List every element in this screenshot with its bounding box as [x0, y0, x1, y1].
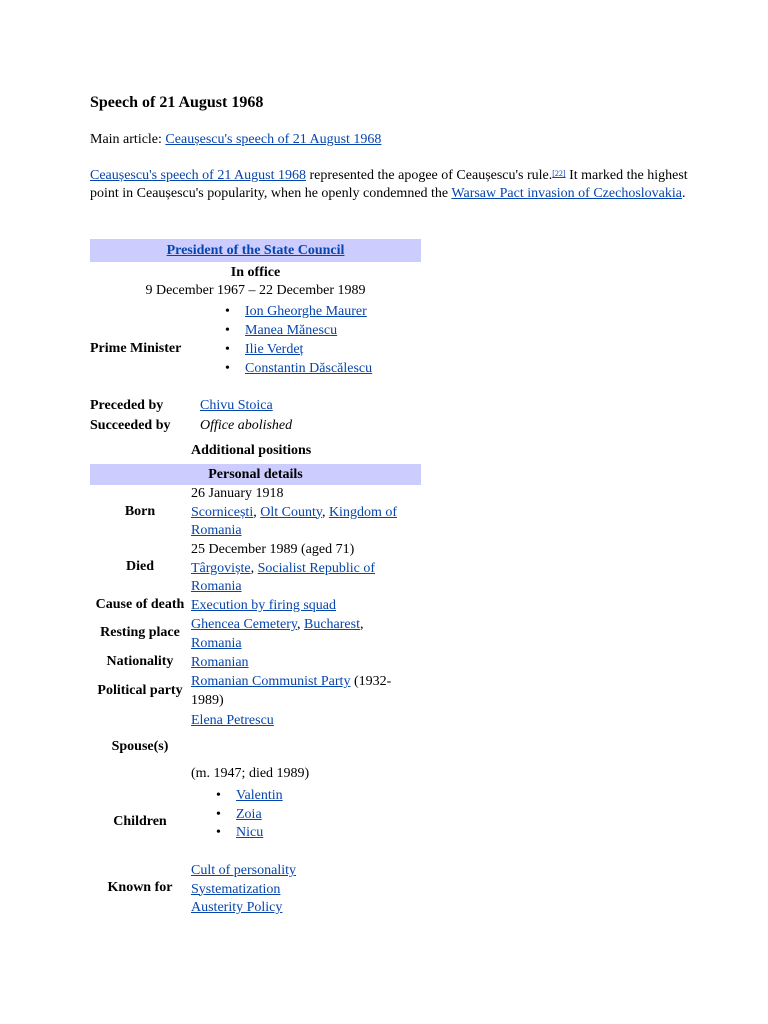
spouse-link[interactable]: Elena Petrescu [191, 713, 274, 728]
resting-place-link[interactable]: Romania [191, 635, 242, 651]
born-value [191, 485, 421, 541]
known-for-link[interactable]: Austerity Policy [191, 900, 283, 915]
born-label: Born [124, 504, 156, 519]
resting-place-link[interactable]: Ghencea Cemetery [191, 617, 297, 632]
separator: , [250, 560, 258, 576]
children-list [210, 787, 283, 843]
preceded-by-link[interactable]: Chivu Stoica [200, 398, 273, 413]
list-item [219, 340, 372, 359]
succeeded-by-value: Office abolished [200, 418, 293, 433]
spouse-label: Spouse(s) [111, 739, 169, 754]
cause-of-death-label: Cause of death [95, 597, 185, 612]
child-link[interactable]: Zoia [236, 806, 262, 822]
list-item [210, 824, 283, 843]
died-place-link[interactable]: Târgoviște [191, 560, 251, 576]
died-place-link[interactable]: Socialist Republic of Romania [191, 560, 376, 594]
prime-minister-link[interactable]: Ion Gheorghe Maurer [245, 304, 367, 319]
intro-paragraph [90, 167, 690, 203]
separator: , [253, 504, 261, 520]
list-item [219, 302, 372, 321]
preceded-by-label: Preceded by [90, 398, 164, 413]
spouse-note: (m. 1947; died 1989) [191, 766, 310, 781]
political-party-years: (1932-1989) [191, 674, 392, 708]
separator: , [321, 504, 329, 520]
known-for-value [191, 862, 421, 918]
prime-minister-link[interactable]: Manea Mănescu [245, 323, 338, 338]
known-for-label: Known for [107, 880, 173, 895]
office-title-link[interactable]: President of the State Council [166, 243, 345, 258]
prime-minister-link[interactable]: Ilie Verdeț [245, 342, 304, 357]
personal-details-band: Personal details [90, 464, 421, 485]
prime-minister-link[interactable]: Constantin Dăscălescu [245, 361, 373, 376]
additional-positions-label: Additional positions [191, 443, 312, 458]
nationality-label: Nationality [106, 654, 174, 669]
warsaw-pact-link[interactable]: Warsaw Pact invasion of Czechoslovakia [451, 186, 682, 201]
died-label: Died [126, 559, 154, 574]
children-label: Children [113, 814, 167, 829]
speech-link[interactable]: Ceaușescu's speech of 21 August 1968 [90, 168, 306, 183]
separator: , [359, 617, 364, 632]
section-heading: Speech of 21 August 1968 [90, 94, 264, 111]
list-item [210, 806, 283, 825]
main-article-note [90, 132, 381, 148]
resting-place-value [191, 616, 421, 653]
born-place-link[interactable]: Kingdom of Romania [191, 504, 397, 538]
spouse-value [191, 712, 421, 731]
separator: , [296, 617, 304, 632]
cause-of-death-value [191, 597, 421, 616]
political-party-value [191, 673, 411, 710]
known-for-link[interactable]: Systematization [191, 881, 281, 897]
child-link[interactable]: Valentin [236, 788, 283, 803]
paragraph-text-1: represented the apogee of Ceaușescu's rule. [306, 168, 553, 183]
died-date: 25 December 1989 (aged 71) [191, 542, 355, 557]
born-date: 26 January 1918 [191, 486, 284, 501]
known-for-link[interactable]: Cult of personality [191, 863, 296, 878]
prime-minister-list [219, 302, 372, 378]
paragraph-text-3: . [681, 186, 686, 201]
born-place-link[interactable]: Olt County [260, 504, 322, 520]
reference-link[interactable]: [22] [552, 169, 566, 178]
nationality-link[interactable]: Romanian [191, 655, 249, 670]
cause-of-death-link[interactable]: Execution by firing squad [191, 598, 337, 613]
succeeded-by-label: Succeeded by [90, 418, 171, 433]
list-item [219, 321, 372, 340]
prime-minister-label: Prime Minister [90, 341, 182, 356]
child-link[interactable]: Nicu [236, 825, 264, 840]
in-office-label: In office [230, 265, 281, 280]
died-value [191, 541, 421, 597]
nationality-value [191, 654, 421, 673]
main-article-link[interactable]: Ceaușescu's speech of 21 August 1968 [165, 132, 382, 147]
office-dates: 9 December 1967 – 22 December 1989 [145, 283, 366, 298]
list-item [210, 787, 283, 806]
political-party-link[interactable]: Romanian Communist Party [191, 674, 351, 689]
list-item [219, 359, 372, 378]
resting-place-link[interactable]: Bucharest [303, 617, 360, 632]
political-party-label: Political party [97, 683, 183, 698]
resting-place-label: Resting place [100, 625, 180, 640]
main-article-prefix: Main article: [90, 132, 166, 147]
office-title-band [90, 239, 421, 262]
paragraph-text-2: It marked the highest point in Ceaușescu's popularity, when he openly condemned the [90, 168, 688, 201]
born-place-link[interactable]: Scornicești [191, 504, 254, 520]
